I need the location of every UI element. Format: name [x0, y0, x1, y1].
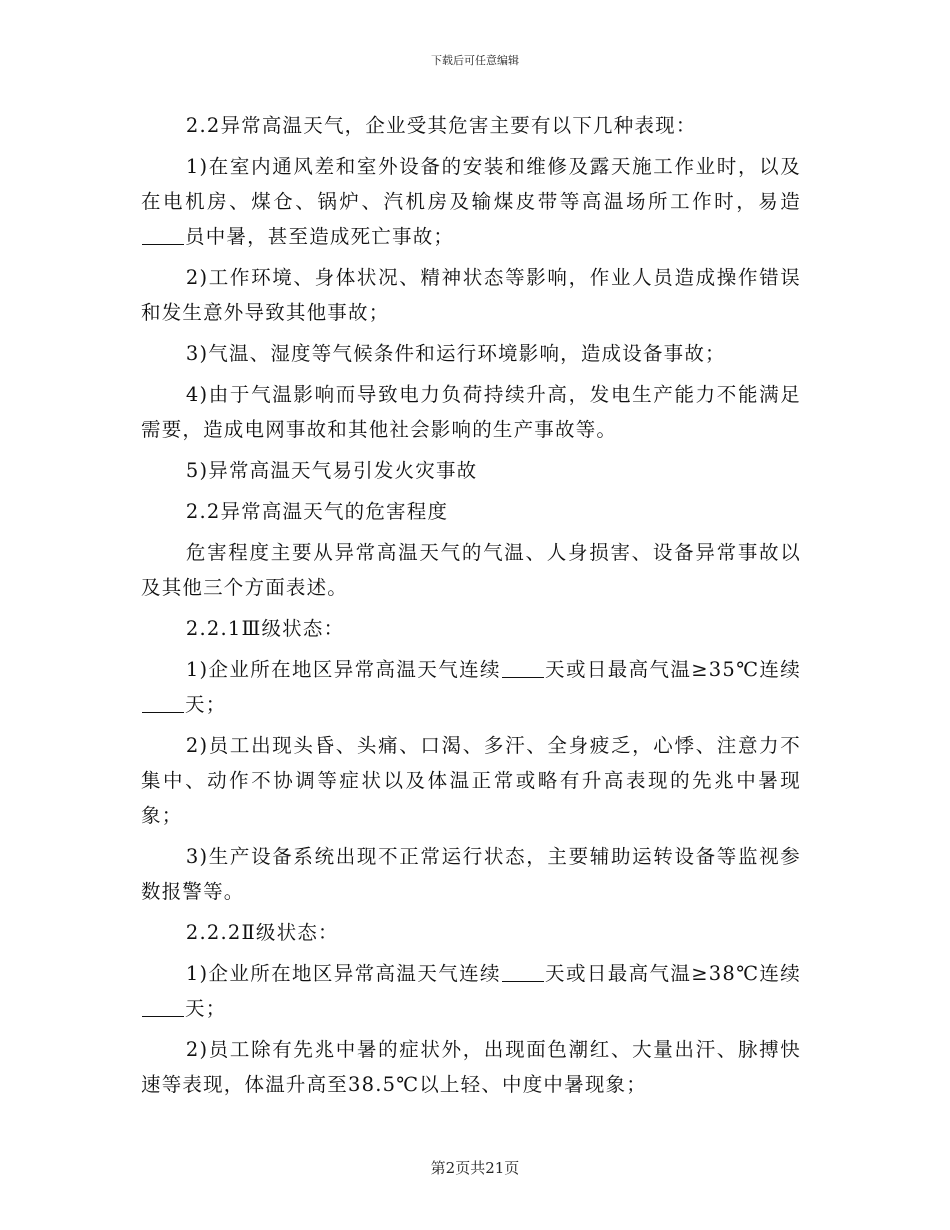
paragraph: 2)员工出现头昏、头痛、口渴、多汗、全身疲乏，心悸、注意力不集中、动作不协调等症状以及体温正常或略有升高表现的先兆中暑现象；: [141, 734, 801, 827]
paragraph: 3)生产设备系统出现不正常运行状态，主要辅助运转设备等监视参数报警等。: [141, 845, 801, 903]
fill-in-blank: [142, 692, 184, 713]
paragraph: [141, 652, 801, 722]
paragraph-text: 天；: [185, 693, 227, 716]
page-footer: 第2页共21页: [430, 1159, 520, 1177]
paragraph: 3)气温、湿度等气候条件和运行环境影响，造成设备事故；: [185, 342, 726, 365]
section-heading: 2.2异常高温天气的危害程度: [185, 500, 449, 523]
paragraph: 4)由于气温影响而导致电力负荷持续升高，发电生产能力不能满足需要，造成电网事故和其他社会影响的生产事故等。: [141, 383, 801, 441]
fill-in-blank: [502, 961, 544, 982]
paragraph: 2.2异常高温天气，企业受其危害主要有以下几种表现：: [185, 114, 697, 137]
paragraph-text: 1)企业所在地区异常高温天气连续: [185, 962, 501, 985]
paragraph-text: 员中暑，甚至造成死亡事故；: [185, 225, 455, 248]
paragraph: 危害程度主要从异常高温天气的气温、人身损害、设备异常事故以及其他三个方面表述。: [141, 541, 801, 599]
paragraph-text: 1)在室内通风差和室外设备的安装和维修及露天施工作业时，以及在电机房、煤仓、锅炉、汽机房及输煤皮带等高温场所工作时，易造: [141, 155, 801, 213]
paragraph-text: 天；: [185, 997, 227, 1020]
paragraph-text: 天或日最高气温≥35℃连续: [544, 658, 801, 681]
fill-in-blank: [142, 996, 184, 1017]
section-heading: 2.2.2Ⅱ级状态：: [185, 921, 339, 944]
paragraph-text: 1)企业所在地区异常高温天气连续: [185, 658, 501, 681]
paragraph: [141, 149, 801, 254]
paragraph-text: 天或日最高气温≥38℃连续: [544, 962, 801, 985]
paragraph: 2)员工除有先兆中暑的症状外，出现面色潮红、大量出汗、脉搏快速等表现，体温升高至38.5℃以上轻、中度中暑现象；: [141, 1038, 801, 1096]
paragraph: 2)工作环境、身体状况、精神状态等影响，作业人员造成操作错误和发生意外导致其他事故；: [141, 266, 801, 324]
document-body: [141, 108, 801, 1108]
paragraph: 5)异常高温天气易引发火灾事故: [185, 459, 478, 482]
fill-in-blank: [142, 224, 184, 245]
section-heading: 2.2.1Ⅲ级状态：: [185, 617, 345, 640]
paragraph: [141, 956, 801, 1026]
fill-in-blank: [502, 657, 544, 678]
page-header: 下载后可任意编辑: [431, 54, 519, 67]
